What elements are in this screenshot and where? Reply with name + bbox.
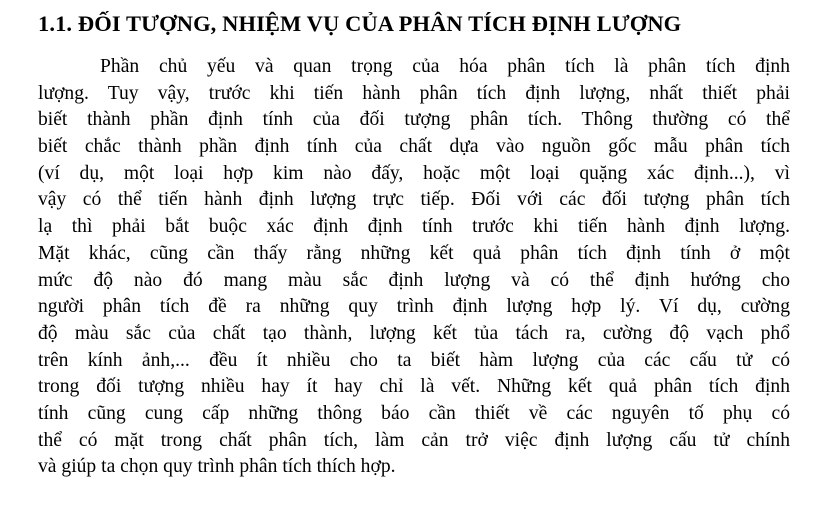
paragraph-line: biết thành phần định tính của đối tượng phân tích. Thông thường có thể [38, 109, 790, 131]
paragraph-line: lạ thì phải bắt buộc xác định định tính trước khi tiến hành định lượng. [38, 216, 790, 238]
paragraph-line: trong đối tượng nhiều hay ít hay chỉ là vết. Những kết quả phân tích định [38, 376, 790, 398]
paragraph-line: (ví dụ, một loại hợp kim nào đấy, hoặc một loại quặng xác định...), vì [38, 162, 790, 184]
paragraph-line: lượng. Tuy vậy, trước khi tiến hành phân tích định lượng, nhất thiết phải [38, 82, 790, 104]
paragraph-line: và giúp ta chọn quy trình phân tích thích hợp. [38, 456, 396, 478]
paragraph-line: tính cũng cung cấp những thông báo cần thiết về các nguyên tố phụ có [38, 402, 790, 424]
paragraph-line: Mặt khác, cũng cần thấy rằng những kết quả phân tích định tính ở một [38, 242, 790, 264]
paragraph-line: vậy có thể tiến hành định lượng trực tiếp. Đối với các đối tượng phân tích [38, 189, 790, 211]
paragraph-line: thể có mặt trong chất phân tích, làm cản trở việc định lượng cấu tử chính [38, 429, 790, 451]
paragraph-line: độ màu sắc của chất tạo thành, lượng kết tủa tách ra, cường độ vạch phổ [38, 322, 790, 344]
paragraph-line: trên kính ảnh,... đều ít nhiều cho ta biết hàm lượng của các cấu tử có [38, 349, 790, 371]
paragraph-line: biết chắc thành phần định tính của chất dựa vào nguồn gốc mẫu phân tích [38, 136, 790, 158]
paragraph-line: Phần chủ yếu và quan trọng của hóa phân tích là phân tích định [100, 56, 790, 77]
paragraph-line: mức độ nào đó mang màu sắc định lượng và có thể định hướng cho [38, 269, 790, 291]
paragraph-line: người phân tích đề ra những quy trình định lượng hợp lý. Ví dụ, cường [38, 296, 790, 318]
body-paragraph [38, 54, 790, 481]
section-heading: 1.1. ĐỐI TƯỢNG, NHIỆM VỤ CỦA PHÂN TÍCH ĐỊNH LƯỢNG [38, 11, 682, 36]
